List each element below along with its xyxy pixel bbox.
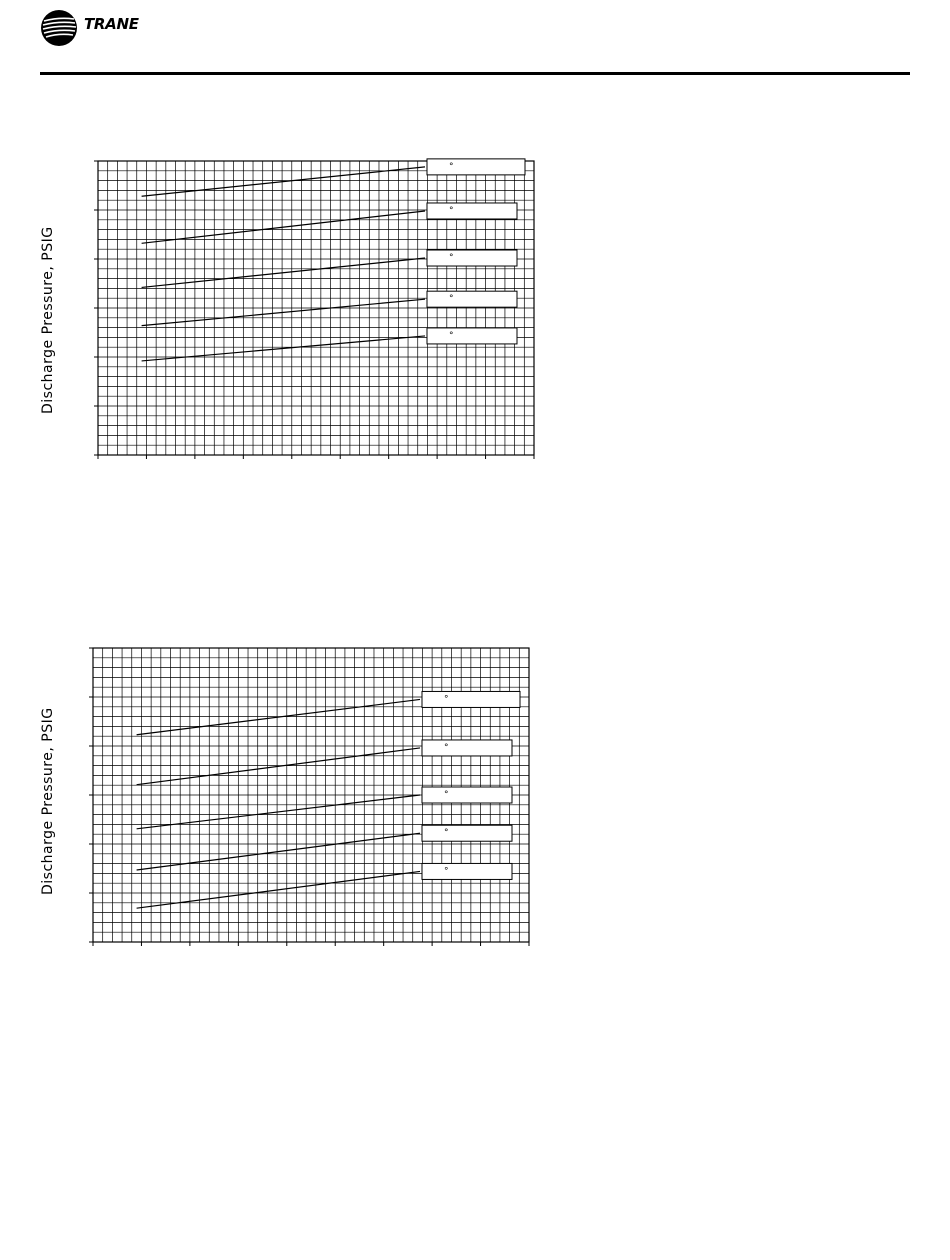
series-label-box [427,203,517,219]
series-label-box [427,159,525,175]
series-label-box [427,291,517,307]
series-label-box [422,740,512,756]
series-label-text: ° [449,205,454,216]
series-label-text: ° [444,742,449,753]
series-label-box [422,825,512,841]
series-line [137,748,420,785]
series-line [137,795,420,829]
series-line [142,299,425,325]
series-label-box [427,250,517,266]
series-label-text: ° [449,253,454,264]
series-label-text: ° [449,294,454,305]
series-label-text: ° [444,828,449,839]
series-line [142,167,425,196]
series-label-box [422,863,512,879]
series-line [137,699,420,734]
series-label-text: ° [444,790,449,800]
trane-logo [40,9,190,47]
series-label-box [422,691,520,707]
header-rule [40,72,910,75]
chart-1 [90,155,540,465]
series-label-text: ° [444,866,449,877]
series-label-box [427,328,517,344]
series-label-text: ° [449,330,454,341]
series-label-text: ° [444,694,449,705]
series-label-box [422,787,512,803]
chart-1-ylabel: Discharge Pressure, PSIG [40,226,56,414]
brand-name: TRANE [84,15,139,33]
series-line [137,833,420,870]
series-line [142,211,425,243]
series-label-text: ° [449,161,454,172]
page-header [0,0,950,80]
chart-2 [85,640,535,950]
chart-2-ylabel: Discharge Pressure, PSIG [40,707,56,895]
trane-globe-icon [40,9,78,47]
series-line [142,258,425,287]
